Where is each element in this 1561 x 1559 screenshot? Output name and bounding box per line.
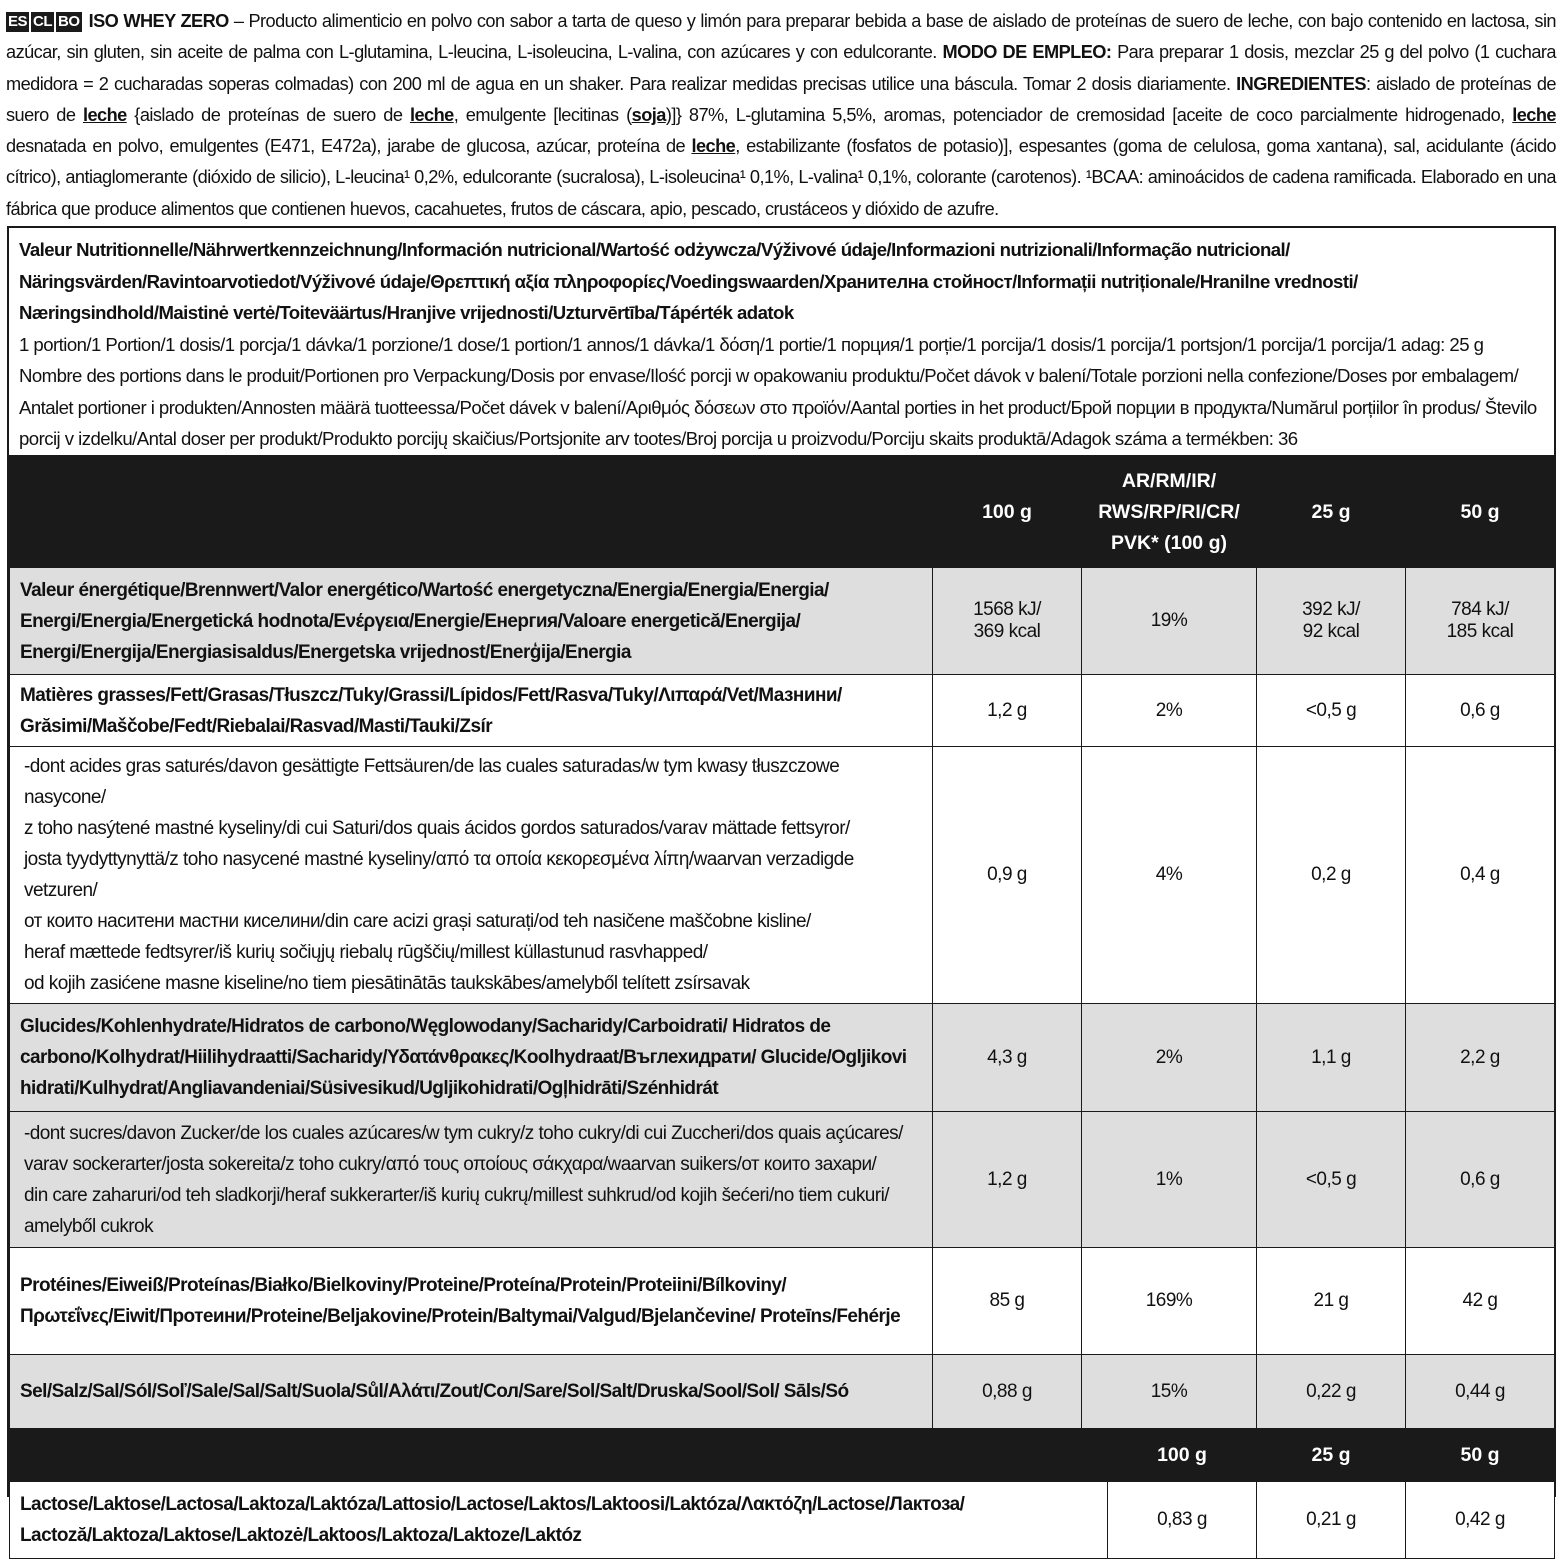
header-empty [10,458,933,568]
country-tag-es: ES [8,13,28,30]
salt-50g: 0,44 g [1406,1355,1555,1429]
table-row [10,747,1555,1004]
row-label-energy: Valeur énergétique/Brennwert/Valor energético/Wartość energetyczna/Energia/Energia/Energia/ Energi/Energia/Energetická hodnota/Ενέργεια/Energie/Енергия/Valoare energetică/Energija/ Energi/Energija/Energiasisaldus/Energetska vrijednost/Enerģija/Energia [10,568,933,675]
saturated-fat-100g: 0,9 g [933,747,1082,1004]
salt-25g: 0,22 g [1257,1355,1406,1429]
nutrition-panel [7,226,1556,1546]
nutrition-table [9,457,1555,1429]
nutrition-header [9,228,1554,457]
header-25g: 25 g [1257,458,1406,568]
salt-ri: 15% [1082,1355,1257,1429]
header-50g: 50 g [1406,458,1555,568]
saturated-fat-50g: 0,4 g [1406,747,1555,1004]
table-row [10,675,1555,747]
protein-25g: 21 g [1257,1248,1406,1355]
product-name: ISO WHEY ZERO [88,11,229,31]
fat-25g: <0,5 g [1257,675,1406,747]
sugars-ri: 1% [1082,1112,1257,1248]
row-label-fat: Matières grasses/Fett/Grasas/Tłuszcz/Tuky/Grassi/Lípidos/Fett/Rasva/Tuky/Λιπαρά/Vet/Мазнини/ Grăsimi/Maščobe/Fedt/Riebalai/Rasvad/Masti/Tauki/Zsír [10,675,933,747]
ingredients-text: , estabilizante (fosfatos de potasio)], espesantes (goma de celulosa, goma xantana), sal, acidulante (ácido cítrico), antiaglomerante (dióxido de silicio), L-leucina¹ 0,2%, edulcorante (sucralosa), L-isoleucina¹ 0,1%, L-valina¹ 0,1%, colorante (carotenos). ¹BCAA: aminoácidos de cadena ramificada. Elaborado en una fábrica que produce alimentos que contienen huevos, cacahuetes, frutos de cáscara, apio, pescado, crustáceos y dióxido de azufre. [6,136,1556,219]
lactose-header-row [10,1430,1555,1482]
energy-25g: 392 kJ/ 92 kcal [1257,568,1406,675]
table-row [10,568,1555,675]
lactose-table [9,1429,1555,1559]
carbohydrates-ri: 2% [1082,1004,1257,1112]
ingredients-label: INGREDIENTES [1236,73,1366,94]
allergen-leche: leche [409,104,454,125]
usage-text: Para preparar 1 dosis, mezclar 25 g del polvo (1 cuchara medidora = 2 cucharadas soperas colmadas) con 200 ml de agua en un shaker. Para realizar medidas precisas utilice una báscula. Tomar 2 dosis diariamente. [6,42,1556,94]
product-description [6,6,1556,225]
ingredients-text: desnatada en polvo, emulgentes (E471, E472a), jarabe de glucosa, azúcar, proteína de [6,136,692,157]
lactose-header-50g: 50 g [1406,1430,1555,1482]
header-100g: 100 g [933,458,1082,568]
carbohydrates-25g: 1,1 g [1257,1004,1406,1112]
header-reference-intake: AR/RM/IR/ RWS/RP/RI/CR/ PVK* (100 g) [1082,458,1257,568]
row-label-salt: Sel/Salz/Sal/Sól/Soľ/Sale/Sal/Salt/Suola/Sůl/Αλάτι/Zout/Сол/Sare/Sol/Salt/Druska/Sool/Sol/ Sāls/Só [10,1355,933,1429]
country-tag-bo: BO [58,13,80,30]
protein-ri: 169% [1082,1248,1257,1355]
portion-size: 1 portion/1 Portion/1 dosis/1 porcja/1 dávka/1 porzione/1 dose/1 portion/1 annos/1 dávka/1 δόση/1 portie/1 порция/1 porție/1 porcija/1 dosis/1 porcija/1 portsjon/1 porcija/1 porcija/1 adag: 25 g [19,333,1484,355]
fat-ri: 2% [1082,675,1257,747]
sugars-100g: 1,2 g [933,1112,1082,1248]
saturated-fat-25g: 0,2 g [1257,747,1406,1004]
fat-50g: 0,6 g [1406,675,1555,747]
sugars-50g: 0,6 g [1406,1112,1555,1248]
allergen-leche: leche [691,136,736,157]
carbohydrates-100g: 4,3 g [933,1004,1082,1112]
allergen-soja: soja [631,104,666,125]
fat-100g: 1,2 g [933,675,1082,747]
row-label-lactose: Lactose/Laktose/Lactosa/Laktoza/Laktóza/Lattosio/Lactose/Laktos/Laktoosi/Laktóza/Λακτόζη/Lactose/Лактоза/ Lactoză/Laktoza/Laktose/Laktozė/Laktoos/Laktoza/Laktoze/Laktóz [10,1482,1108,1559]
ingredients-text: {aislado de proteínas de suero de [126,104,410,125]
protein-50g: 42 g [1406,1248,1555,1355]
lactose-header-100g: 100 g [1108,1430,1257,1482]
energy-50g: 784 kJ/ 185 kcal [1406,568,1555,675]
protein-100g: 85 g [933,1248,1082,1355]
ingredients-text: : aislado de proteínas de suero de [6,73,1556,125]
energy-100g: 1568 kJ/ 369 kcal [933,568,1082,675]
row-label-protein: Protéines/Eiweiß/Proteínas/Białko/Bielkoviny/Proteine/Proteína/Protein/Proteiini/Bílkoviny/ Πρωτεΐνες/Eiwit/Протеини/Proteine/Beljakovine/Protein/Baltymai/Valgud/Bjelančevine/ Proteīns/Fehérje [10,1248,933,1355]
row-label-sugars: -dont sucres/davon Zucker/de los cuales azúcares/w tym cukry/z toho cukry/di cui Zuccheri/dos quais açúcares/ varav sockerarter/josta sokereita/z toho cukry/από τους οποίους σάκχαρα/waarvan suikers/от които захари/ din care zaharuri/od teh sladkorji/heraf sukkerarter/iš kurių cukrų/millest suhkrud/od kojih šećeri/no tiem cukuri/ amelyből cukrok [10,1112,933,1248]
row-label-carbohydrates: Glucides/Kohlenhydrate/Hidratos de carbono/Węglowodany/Sacharidy/Carboidrati/ Hidratos de carbono/Kolhydrat/Hiilihydraatti/Sacharidy/Υδατάνθρακες/Koolhydraat/Въглехидрати/ Glucide/Ogljikovi hidrati/Kulhydrat/Angliavandeniai/Süsivesikud/Ugljikohidrati/Ogļhidrāti/Szénhidrát [10,1004,933,1112]
table-row [10,1248,1555,1355]
energy-ri: 19% [1082,568,1257,675]
nutrition-title: Valeur Nutritionnelle/Nährwertkennzeichnung/Información nutricional/Wartość odżywcza/Výživové údaje/Informazioni nutrizionali/Informação nutricional/ Näringsvärden/Ravintoarvotiedot/Výživové údaje/Θρεπτική αξία πληροφορίες/Voedingswaarden/Хранителна стойност/Informații nutriționale/Hranilne vrednosti/ Næringsindhold/Maistinė vertė/Toiteväärtus/Hranjive vrijednosti/Uzturvērtība/Tápérték adatok [19,239,1358,323]
saturated-fat-ri: 4% [1082,747,1257,1004]
table-row [10,1355,1555,1429]
carbohydrates-50g: 2,2 g [1406,1004,1555,1112]
product-description-text: – Producto alimenticio en polvo con sabor a tarta de queso y limón para preparar bebida a base de aislado de proteínas de suero de leche, con bajo contenido en lactosa, sin azúcar, sin gluten, sin aceite de palma con L-glutamina, L-leucina, L-isoleucina, L-valina, con azúcares y con edulcorante. [6,11,1556,63]
lactose-header-empty [10,1430,1108,1482]
allergen-leche: leche [1512,104,1556,125]
table-row [10,1004,1555,1112]
lactose-100g: 0,83 g [1108,1482,1257,1559]
lactose-25g: 0,21 g [1257,1482,1406,1559]
allergen-leche: leche [82,104,127,125]
country-tag-cl: CL [33,13,53,30]
ingredients-text: , emulgente [lecitinas ( [453,104,632,125]
sugars-25g: <0,5 g [1257,1112,1406,1248]
salt-100g: 0,88 g [933,1355,1082,1429]
lactose-header-25g: 25 g [1257,1430,1406,1482]
table-row [10,1112,1555,1248]
table-header-row [10,458,1555,568]
usage-label: MODO DE EMPLEO: [942,42,1112,63]
lactose-50g: 0,42 g [1406,1482,1555,1559]
ingredients-text: )]} 87%, L-glutamina 5,5%, aromas, potenciador de cremosidad [aceite de coco parcialmente hidrogenado, [665,104,1513,125]
servings-count: Nombre des portions dans le produit/Portionen pro Verpackung/Dosis por envase/Ilość porcji w opakowaniu produktu/Počet dávok v balení/Totale porzioni nella confezione/Doses por embalagem/ Antalet portioner i produkten/Annosten määrä tuotteessa/Počet dávek v balení/Αριθμός δόσεων στο προϊόν/Aantal porties in het product/Брой порции в продукта/Numărul porțiilor în produs/ Število porcij v izdelku/Antal doser per produkt/Produkto porcijų skaičius/Portsjonite arv tootes/Broj porcija u proizvodu/Porciju skaits produktā/Adagok száma a termékben: 36 [19,365,1537,449]
table-row [10,1482,1555,1559]
row-label-saturated-fat: -dont acides gras saturés/davon gesättigte Fettsäuren/de las cuales saturadas/w tym kwasy tłuszczowe nasycone/ z toho nasýtené mastné kyseliny/di cui Saturi/dos quais ácidos gordos saturados/varav mättade fettsyror/ josta tyydyttynyttä/z toho nasycené mastné kyseliny/από τα οποία κεκορεσμένα λίπη/waarvan verzadigde vetzuren/ от които наситени мастни киселини/din care acizi grași saturați/od teh nasičene maščobne kisline/ heraf mættede fedtsyrer/iš kurių sočiųjų riebalų rūgščių/millest küllastunud rasvhapped/ od kojih zasićene masne kiseline/no tiem piesātinātās taukskābes/amelyből telített zsírsavak [10,747,933,1004]
